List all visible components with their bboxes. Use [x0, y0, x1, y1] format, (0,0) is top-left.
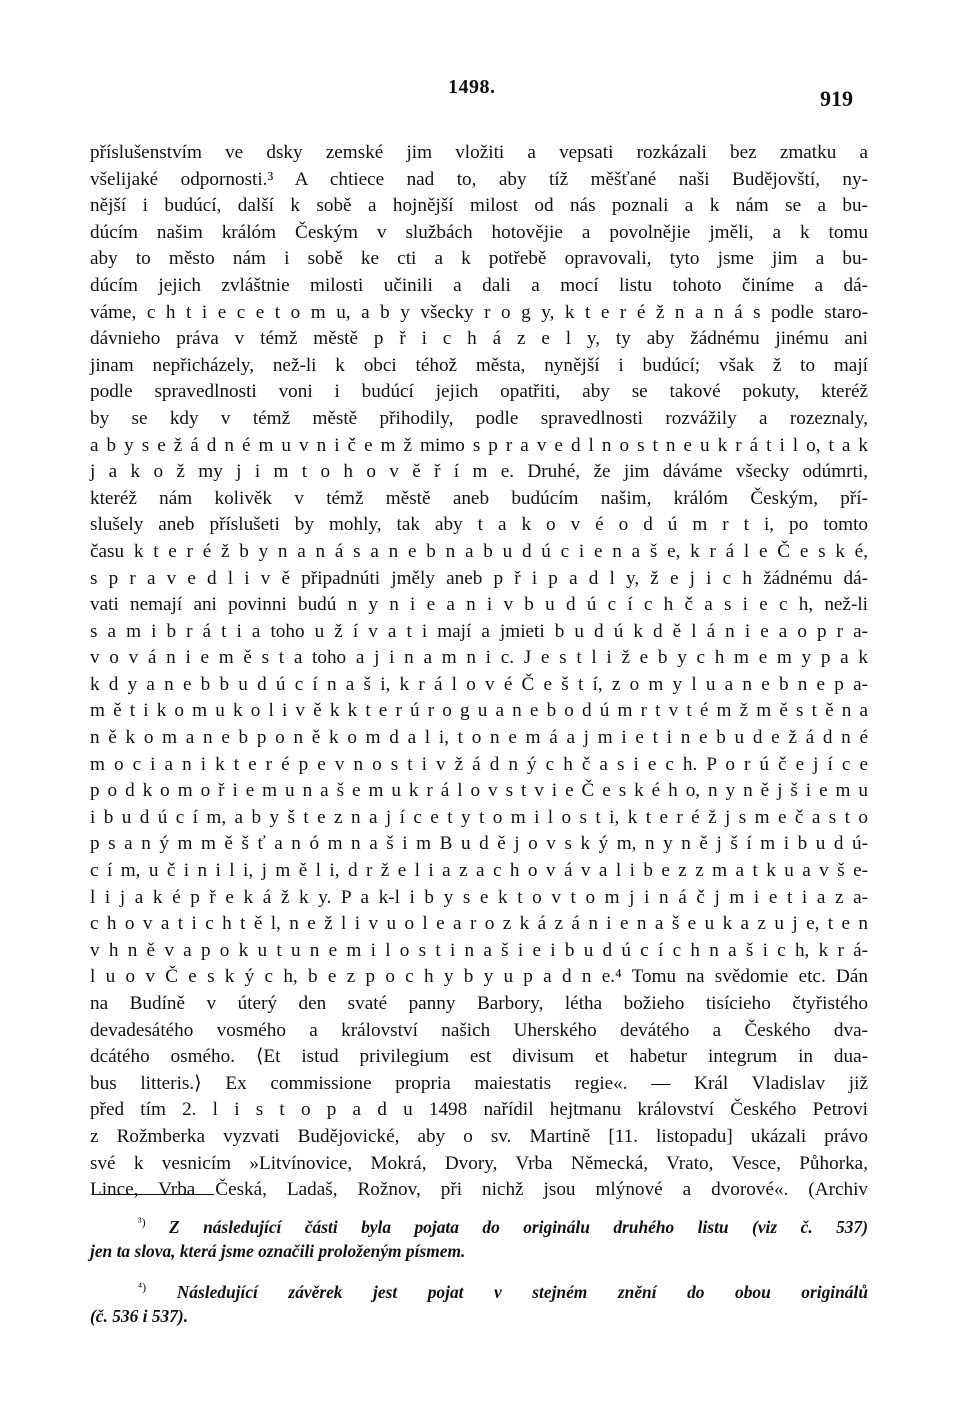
text-line: c h o v a t i c h t ě l, n e ž l i v u o l e a r o z k á z á n i e n a š e u k a z u j e, t e n: [90, 913, 868, 935]
footnote-line: [90, 1210, 868, 1239]
text-line: Lince, Vrba Česká, Ladaš, Rožnov, při nichž jsou mlýnové a dvorové«. (Archiv: [90, 1179, 868, 1201]
text-line: k d y a n e b b u d ú c í n a š i, k r á l o v é Č e š t í, z o m y l u a n e b n e p a-: [90, 673, 868, 695]
text-line: p s a n ý m m ě š ť a n ó m n a š i m B u d ě j o v s k ý m, n y n ě j š í m i b u d ú-: [90, 833, 868, 855]
footnote-marker: ³): [138, 1215, 146, 1229]
text-line: v h n ě v a p o k u t u n e m i l o s t i n a š i e i b u d ú c í c h n a š i c h, k r á-: [90, 939, 868, 961]
page-number: 919: [820, 86, 853, 111]
text-line: m o c i a n i k t e r é p e v n o s t i v ž á d n ý c h č a s i e c h. P o r ú č e j í c e: [90, 753, 868, 775]
footnote-3: [90, 1210, 868, 1264]
footnote-text: Z následující části byla pojata do originálu druhého listu (viz č. 537): [169, 1216, 868, 1237]
text-line: devadesátého vosmého a království našich Uherského devátého a Českého dva-: [90, 1019, 868, 1041]
text-line: na Budíně v úterý den svaté panny Barbory, létha božieho tisícieho čtyřistého: [90, 993, 868, 1014]
text-line: vati nemají ani povinni budú n y n i e a n i v b u d ú c í c h č a s i e c h, než-li: [90, 594, 868, 616]
text-line: m ě t i k o m u k o l i v ě k k t e r ú r o g u a n e b o d ú m r t v t é m ž m ě s t ě n a: [90, 700, 868, 722]
footnote-line: jen ta slova, která jsme označili proloženým písmem.: [90, 1241, 466, 1262]
text-line: a b y s e ž á d n é m u v n i č e m ž mimo s p r a v e d l n o s t n e u k r á t i l o, t a k: [90, 434, 868, 456]
text-line: všelijaké odpornosti.³ A chtiece nad to, aby tíž měšťané naši Budějovští, ny-: [90, 168, 868, 190]
footnote-text: Následující závěrek jest pojat v stejném znění do obou originálů: [176, 1281, 868, 1302]
text-line: z Rožmberka vyzvati Budějovické, aby o sv. Martině [11. listopadu] ukázali právo: [90, 1125, 868, 1147]
text-line: aby to město nám i sobě ke cti a k potřebě opravovali, tyto jsme jim a bu-: [90, 248, 868, 270]
text-line: slušely aneb příslušeti by mohly, tak aby t a k o v é o d ú m r t i, po tomto: [90, 514, 868, 536]
footnote-line: [90, 1275, 868, 1304]
text-line: dúcím našim králóm Českým v službách hotovějie a povolnějie jměli, a k tomu: [90, 221, 868, 243]
text-line: l i j a k é p ř e k á ž k y. P a k-l i b y s e k t o v t o m j i n á č j m i e t i a z a-: [90, 886, 868, 908]
text-line: s a m i b r á t i a toho u ž í v a t i mají a jmieti b u d ú k d ě l á n i e a o p r a-: [90, 620, 868, 642]
footnote-line: (č. 536 i 537).: [90, 1306, 189, 1327]
text-line: před tím 2. l i s t o p a d u 1498 nařídil hejtmanu království Českého Petrovi: [90, 1099, 868, 1121]
text-line: dúcím jejich zvláštnie milosti učinili a dali a mocí listu tohoto činíme a dá-: [90, 274, 868, 296]
main-text: [90, 140, 868, 1204]
footnote-marker: ⁴): [138, 1279, 147, 1294]
text-line: l u o v Č e s k ý c h, b e z p o c h y b y u p a d n e.⁴ Tomu na svědomie etc. Dán: [90, 966, 868, 988]
text-line: příslušenstvím ve dsky zemské jim vložiti a vepsati rozkázali bez zmatku a: [90, 142, 868, 163]
text-line: by se kdy v témž městě přihodily, podle spravedlnosti rozvážily a rozeznaly,: [90, 407, 868, 429]
footnote-divider: [92, 1194, 214, 1195]
text-line: času k t e r é ž b y n a n á s a n e b n a b u d ú c i e n a š e, k r á l e Č e s k é,: [90, 540, 868, 562]
footnote-4: [90, 1275, 868, 1329]
text-line: kteréž nám kolivěk v témž městě aneb budúcím našim, králóm Českým, pří-: [90, 487, 868, 509]
text-line: p o d k o m o ř i e m u n a š e m u k r á l o v s t v i e Č e s k é h o, n y n ě j š i e m u: [90, 780, 868, 802]
text-line: jinam nepřicházely, než-li k obci téhož města, nynější i budúcí; však ž to mají: [90, 354, 868, 376]
text-line: nější i budúcí, další k sobě a hojnější milost od nás poznali a k nám se a bu-: [90, 195, 868, 217]
text-line: i b u d ú c í m, a b y š t e z n a j í c e t y t o m i l o s t i, k t e r é ž j s m e č a s t o: [90, 806, 868, 828]
text-line: váme, c h t i e c e t o m u, a b y všecky r o g y, k t e r é ž n a n á s podle staro-: [90, 301, 868, 323]
text-line: j a k o ž my j i m t o h o v ě ř í m e. Druhé, že jim dáváme všecky odúmrti,: [90, 461, 868, 483]
text-line: s p r a v e d l i v ě připadnúti jměly aneb p ř i p a d l y, ž e j i c h žádnému dá-: [90, 567, 868, 589]
text-line: n ě k o m a n e b p o n ě k o m d a l i, t o n e m á a j m i e t i n e b u d e ž á d n é: [90, 727, 868, 749]
footnotes: [90, 1210, 868, 1329]
text-line: dávnieho práva v témž městě p ř i c h á z e l y, ty aby žádnému jinému ani: [90, 328, 868, 350]
text-line: c í m, u č i n i l i, j m ě l i, d r ž e l i a z a c h o v á v a l i b e z z m a t k u a v š e-: [90, 860, 868, 882]
text-line: dcátého osmého. ⟨Et istud privilegium est divisum et habetur integrum in dua-: [90, 1046, 868, 1068]
text-line: bus litteris.⟩ Ex commissione propria maiestatis regie«. — Král Vladislav již: [90, 1072, 868, 1094]
text-line: podle spravedlnosti voni i budúcí jejich opatřiti, aby se takové pokuty, kteréž: [90, 381, 868, 403]
running-header-year: 1498.: [448, 76, 496, 98]
text-line: své k vesnicím »Litvínovice, Mokrá, Dvory, Vrba Německá, Vrato, Vesce, Půhorka,: [90, 1152, 868, 1174]
text-line: v o v á n i e m ě s t a toho a j i n a m n i c. J e s t l i ž e b y c h m e m y p a k: [90, 647, 868, 669]
